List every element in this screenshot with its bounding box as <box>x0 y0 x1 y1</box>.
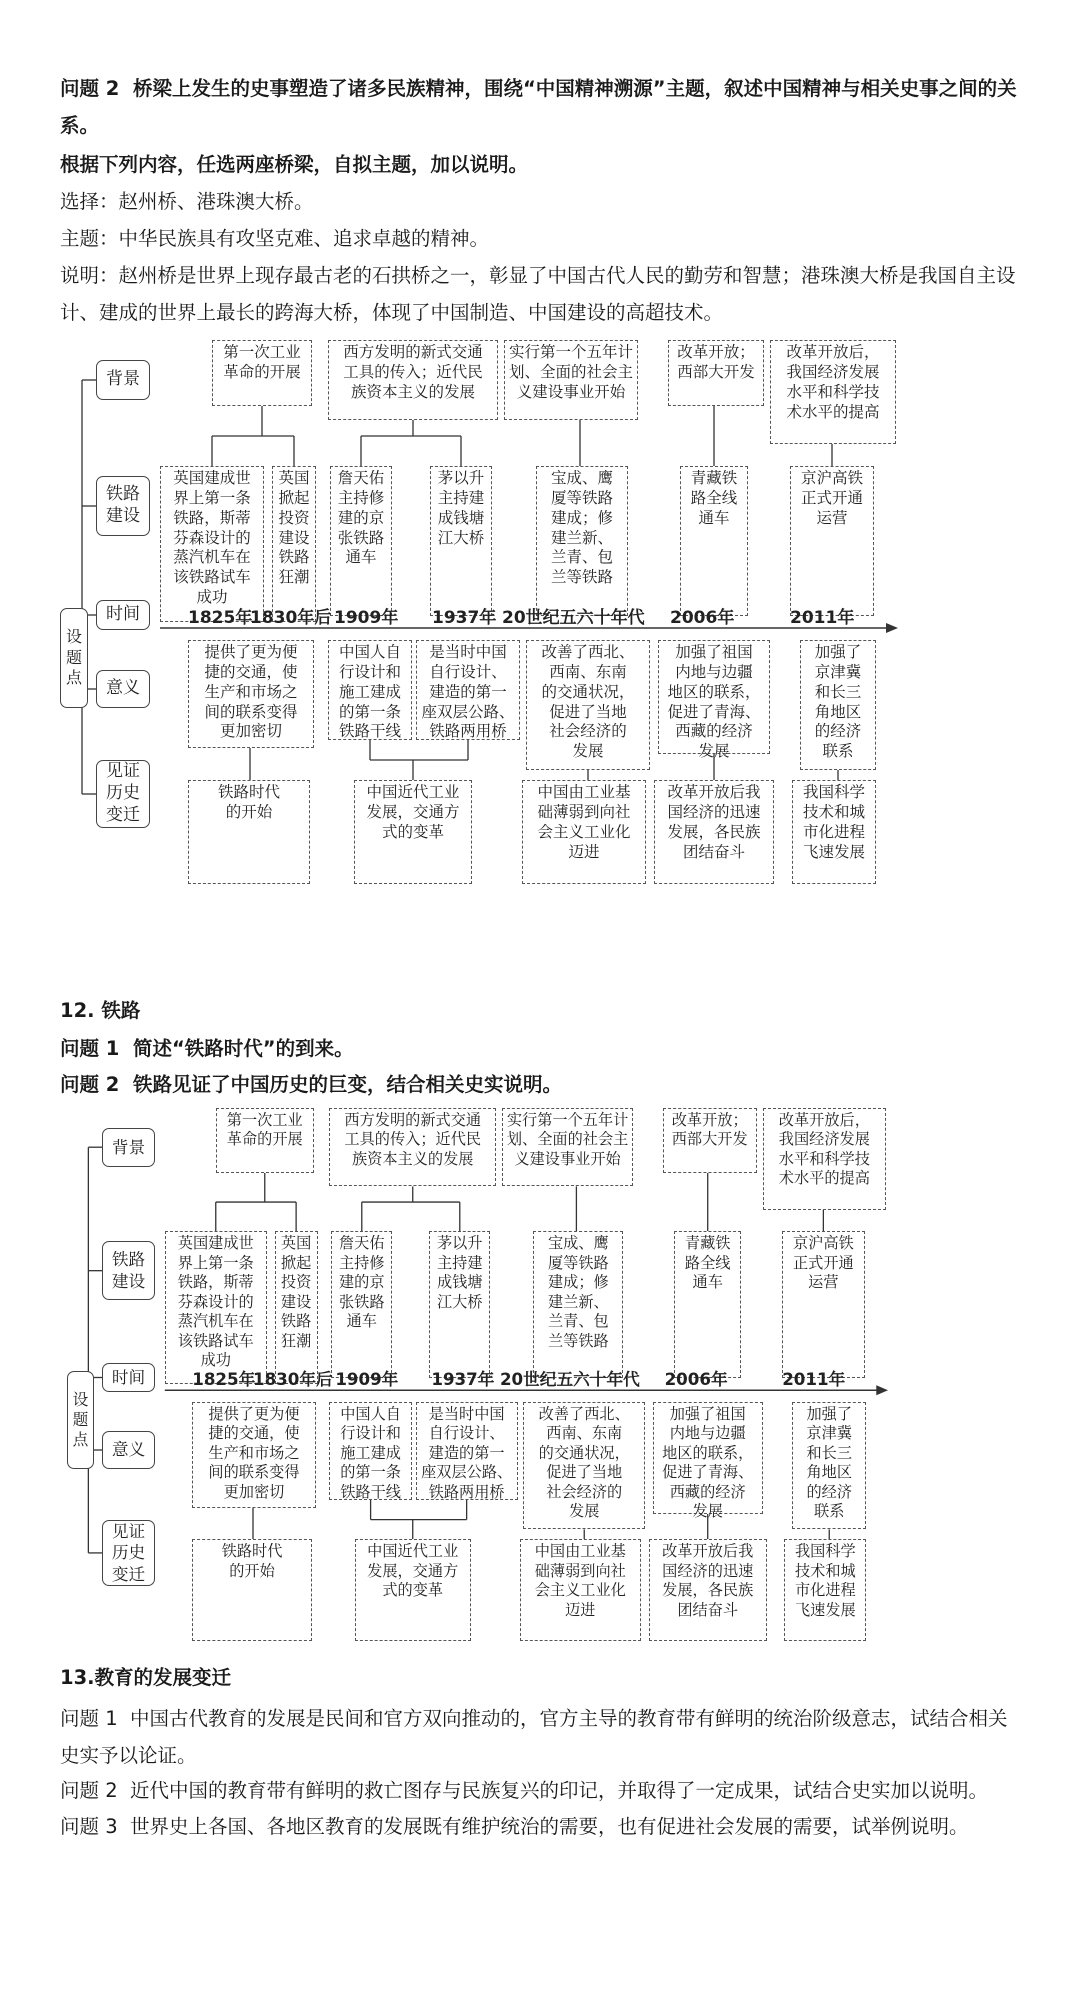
s13-q2-text: 近代中国的教育带有鲜明的救亡图存与民族复兴的印记，并取得了一定成果，试结合史实加以说明。 <box>130 1779 989 1802</box>
timeline-year: 1909年 <box>334 608 399 628</box>
railway-box: 英国 掀起 投资 建设 铁路 狂潮 <box>275 1231 318 1384</box>
meaning-box: 中国人自 行设计和 施工建成 的第一条 铁路干线 <box>328 640 412 740</box>
side-label: 设 题 点 <box>60 608 88 708</box>
timeline-arrow-head <box>886 623 898 633</box>
section-13-question-2 <box>60 1772 1025 1809</box>
railway-diagram-2 <box>0 1108 1080 1658</box>
background-box: 实行第一个五年计 划、全面的社会主 义建设事业开始 <box>502 1108 633 1186</box>
section-12-question-2 <box>60 1066 1025 1103</box>
railway-box: 英国建成世 界上第一条 铁路，斯蒂 芬森设计的 蒸汽机车在 该铁路试车 成功 <box>160 466 264 622</box>
intro-theme: 主题：中华民族具有攻坚克难、追求卓越的精神。 <box>60 227 490 250</box>
railway-box: 宝成、鹰 厦等铁路 建成；修 建兰新、 兰青、包 兰等铁路 <box>533 1231 623 1378</box>
background-box: 第一次工业 革命的开展 <box>216 1108 314 1173</box>
witness-box: 中国由工业基 础薄弱到向社 会主义工业化 迈进 <box>520 1539 642 1641</box>
railway-box: 宝成、鹰 厦等铁路 建成；修 建兰新、 兰青、包 兰等铁路 <box>536 466 628 616</box>
meaning-box: 加强了 京津冀 和长三 角地区 的经济 联系 <box>800 640 876 770</box>
witness-box: 中国近代工业 发展，交通方 式的变革 <box>355 1539 471 1641</box>
meaning-box: 中国人自 行设计和 施工建成 的第一条 铁路干线 <box>329 1402 411 1500</box>
meaning-box: 提供了更为便 捷的交通，使 生产和市场之 间的联系变得 更加密切 <box>192 1402 315 1508</box>
side-label: 设 题 点 <box>67 1371 94 1469</box>
timeline-year: 1937年 <box>431 1369 495 1389</box>
railway-box: 詹天佑 主持修 建的京 张铁路 通车 <box>330 466 392 616</box>
section-13-title: 13.教育的发展变迁 <box>60 1666 232 1689</box>
timeline-year: 1825年 <box>188 608 253 628</box>
background-box: 改革开放后， 我国经济发展 水平和科学技 术水平的提高 <box>763 1108 886 1210</box>
timeline-year: 1830年后 <box>253 1369 333 1389</box>
s12-q1-prefix: 问题 1 <box>60 1037 120 1060</box>
section-13-question-3 <box>60 1808 1025 1845</box>
intro-q2-prefix: 问题 2 <box>60 77 120 100</box>
witness-box: 改革开放后我 国经济的迅速 发展，各民族 团结奋斗 <box>649 1539 767 1641</box>
intro-explain: 说明：赵州桥是世界上现存最古老的石拱桥之一，彰显了中国古代人民的勤劳和智慧；港珠澳大桥是我国自主设计、建成的世界上最长的跨海大桥，体现了中国制造、中国建设的高超技术。 <box>60 264 1016 324</box>
s13-q1-prefix: 问题 1 <box>60 1707 118 1730</box>
timeline-year: 2006年 <box>670 608 735 628</box>
witness-box: 我国科学 技术和城 市化进程 飞速发展 <box>792 780 876 884</box>
intro-choice: 选择：赵州桥、港珠澳大桥。 <box>60 190 314 213</box>
timeline-year: 1830年后 <box>250 608 332 628</box>
row-label-railway: 铁路 建设 <box>96 476 150 536</box>
meaning-box: 加强了祖国 内地与边疆 地区的联系， 促进了青海、 西藏的经济 发展 <box>658 640 770 754</box>
railway-box: 青藏铁 路全线 通车 <box>674 1231 741 1378</box>
meaning-box: 提供了更为便 捷的交通，使 生产和市场之 间的联系变得 更加密切 <box>188 640 314 748</box>
witness-box: 中国由工业基 础薄弱到向社 会主义工业化 迈进 <box>522 780 646 884</box>
intro-instruction: 根据下列内容，任选两座桥梁，自拟主题，加以说明。 <box>60 153 529 176</box>
row-label-background: 背景 <box>102 1128 155 1167</box>
intro-question-2 <box>60 70 1025 144</box>
witness-box: 铁路时代 的开始 <box>188 780 310 884</box>
s13-q3-prefix: 问题 3 <box>60 1815 118 1838</box>
row-label-railway: 铁路 建设 <box>102 1241 155 1300</box>
railway-diagram-1 <box>0 340 1080 980</box>
railway-box: 青藏铁 路全线 通车 <box>680 466 748 616</box>
section-13-question-1 <box>60 1700 1025 1774</box>
timeline-year: 2011年 <box>790 608 855 628</box>
railway-box: 京沪高铁 正式开通 运营 <box>790 466 874 616</box>
witness-box: 中国近代工业 发展，交通方 式的变革 <box>354 780 472 884</box>
s12-q1-text: 简述“铁路时代”的到来。 <box>132 1037 354 1060</box>
timeline-year: 1937年 <box>432 608 497 628</box>
row-label-background: 背景 <box>96 360 150 400</box>
s12-q2-text: 铁路见证了中国历史的巨变，结合相关史实说明。 <box>132 1073 562 1096</box>
railway-box: 英国建成世 界上第一条 铁路，斯蒂 芬森设计的 蒸汽机车在 该铁路试车 成功 <box>165 1231 267 1384</box>
meaning-box: 是当时中国 自行设计、 建造的第一 座双层公路、 铁路两用桥 <box>416 640 520 740</box>
railway-box: 詹天佑 主持修 建的京 张铁路 通车 <box>331 1231 392 1378</box>
witness-box: 改革开放后我 国经济的迅速 发展，各民族 团结奋斗 <box>654 780 774 884</box>
s13-q1-text: 中国古代教育的发展是民间和官方双向推动的，官方主导的教育带有鲜明的统治阶级意志，试结合相关史实予以论证。 <box>60 1707 1008 1767</box>
row-label-meaning: 意义 <box>102 1431 155 1468</box>
meaning-box: 改善了西北、 西南、东南 的交通状况， 促进了当地 社会经济的 发展 <box>526 640 650 770</box>
background-box: 西方发明的新式交通 工具的传入；近代民 族资本主义的发展 <box>328 340 498 420</box>
timeline-year: 1825年 <box>192 1369 256 1389</box>
railway-box: 京沪高铁 正式开通 运营 <box>782 1231 864 1378</box>
section-12-question-1 <box>60 1030 1025 1067</box>
timeline-year: 2006年 <box>664 1369 728 1389</box>
background-box: 改革开放后， 我国经济发展 水平和科学技 术水平的提高 <box>770 340 896 444</box>
row-label-witness: 见证 历史 变迁 <box>96 760 150 828</box>
background-box: 改革开放； 西部大开发 <box>663 1108 757 1173</box>
railway-box: 英国 掀起 投资 建设 铁路 狂潮 <box>272 466 316 622</box>
s13-q2-prefix: 问题 2 <box>60 1779 118 1802</box>
s12-q2-prefix: 问题 2 <box>60 1073 120 1096</box>
witness-box: 我国科学 技术和城 市化进程 飞速发展 <box>784 1539 866 1641</box>
background-box: 改革开放； 西部大开发 <box>668 340 764 406</box>
timeline-year: 20世纪五六十年代 <box>502 608 645 628</box>
section-12-title: 12. 铁路 <box>60 999 141 1022</box>
meaning-box: 加强了祖国 内地与边疆 地区的联系， 促进了青海、 西藏的经济 发展 <box>653 1402 763 1514</box>
timeline-year: 2011年 <box>782 1369 846 1389</box>
meaning-box: 加强了 京津冀 和长三 角地区 的经济 联系 <box>792 1402 866 1529</box>
background-box: 实行第一个五年计 划、全面的社会主 义建设事业开始 <box>504 340 638 420</box>
row-label-time: 时间 <box>102 1363 155 1392</box>
witness-box: 铁路时代 的开始 <box>192 1539 312 1641</box>
railway-box: 茅以升 主持建 成钱塘 江大桥 <box>430 466 492 616</box>
timeline-arrow-head <box>876 1385 888 1395</box>
s13-q3-text: 世界史上各国、各地区教育的发展既有维护统治的需要，也有促进社会发展的需要，试举例说明。 <box>130 1815 969 1838</box>
intro-q2-text: 桥梁上发生的史事塑造了诸多民族精神，围绕“中国精神溯源”主题，叙述中国精神与相关史事之间的关系。 <box>60 77 1017 137</box>
row-label-witness: 见证 历史 变迁 <box>102 1520 155 1587</box>
background-box: 西方发明的新式交通 工具的传入；近代民 族资本主义的发展 <box>329 1108 496 1186</box>
timeline-year: 20世纪五六十年代 <box>499 1369 640 1389</box>
timeline-year: 1909年 <box>335 1369 399 1389</box>
row-label-meaning: 意义 <box>96 670 150 708</box>
railway-box: 茅以升 主持建 成钱塘 江大桥 <box>429 1231 490 1378</box>
meaning-box: 改善了西北、 西南、东南 的交通状况， 促进了当地 社会经济的 发展 <box>523 1402 645 1529</box>
meaning-box: 是当时中国 自行设计、 建造的第一 座双层公路、 铁路两用桥 <box>416 1402 518 1500</box>
background-box: 第一次工业 革命的开展 <box>212 340 312 406</box>
row-label-time: 时间 <box>96 600 150 630</box>
